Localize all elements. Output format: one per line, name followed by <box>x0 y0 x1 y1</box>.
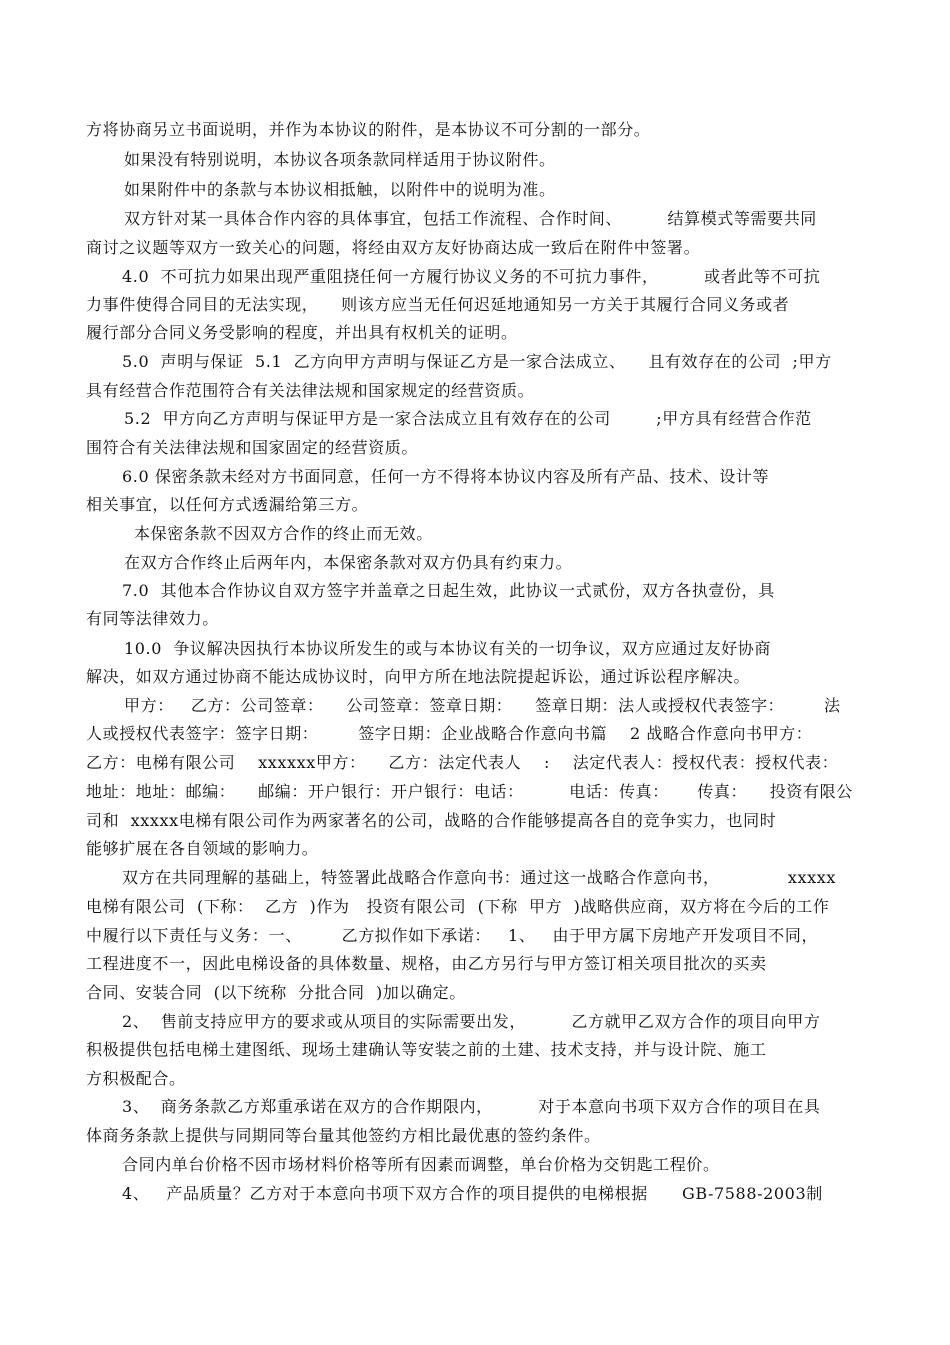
text-line: 10.0 争议解决因执行本协议所发生的或与本协议有关的一切争议，双方应通过友好协商 <box>124 639 771 658</box>
text-line: 方将协商另立书面说明，并作为本协议的附件，是本协议不可分割的一部分。 <box>86 120 651 139</box>
text-line: 中履行以下责任与义务：一、 乙方拟作如下承诺： 1、 由于甲方属下房地产开发项目不同， <box>86 926 819 945</box>
text-line: 商讨之议题等双方一致关心的问题，将经由双方友好协商达成一致后在附件中签署。 <box>86 238 701 257</box>
text-line: 4、 产品质量？乙方对于本意向书项下双方合作的项目提供的电梯根据 GB-7588-2003制 <box>122 1184 823 1203</box>
text-line: 甲方： 乙方：公司签章： 公司签章：签章日期： 签章日期：法人或授权代表签字： 法 <box>124 696 841 715</box>
text-line: 力事件使得合同目的无法实现， 则该方应当无任何迟延地通知另一方关于其履行合同义务或者 <box>86 295 790 314</box>
text-line: 5.0 声明与保证 5.1 乙方向甲方声明与保证乙方是一家合法成立、 且有效存在的公司 ;甲方 <box>122 352 832 371</box>
text-line: 如果没有特别说明，本协议各项条款同样适用于协议附件。 <box>124 150 556 169</box>
text-line: 电梯有限公司 (下称： 乙方 )作为 投资有限公司 (下称 甲方 )战略供应商，双方将在今后的工作 <box>86 897 830 916</box>
text-line: 体商务条款上提供与同期同等台量其他签约方相比最优惠的签约条件。 <box>86 1126 601 1145</box>
text-line: 本保密条款不因双方合作的终止而无效。 <box>134 524 433 543</box>
text-line: 乙方：电梯有限公司 xxxxxx甲方： 乙方：法定代表人 : 法定代表人：授权代表：授权代表： <box>86 753 839 772</box>
text-line: 如果附件中的条款与本协议相抵触，以附件中的说明为准。 <box>124 180 556 199</box>
text-line: 工程进度不一，因此电梯设备的具体数量、规格，由乙方另行与甲方签订相关项目批次的买卖 <box>86 954 767 973</box>
text-line: 有同等法律效力。 <box>86 609 219 628</box>
text-line: 地址：地址：邮编： 邮编：开户银行：开户银行：电话： 电话：传真： 传真： 投资有限公 <box>86 782 853 801</box>
text-line: 3、 商务条款乙方郑重承诺在双方的合作期限内， 对于本意向书项下双方合作的项目在具 <box>122 1097 821 1116</box>
text-line: 方积极配合。 <box>86 1069 186 1088</box>
text-line: 解决，如双方通过协商不能达成协议时，向甲方所在地法院提起诉讼，通过诉讼程序解决。 <box>86 667 751 686</box>
text-line: 合同内单台价格不因市场材料价格等所有因素而调整，单台价格为交钥匙工程价。 <box>122 1155 720 1174</box>
text-line: 双方在共同理解的基础上，特签署此战略合作意向书：通过这一战略合作意向书， xxxxx <box>122 868 836 887</box>
text-line: 4.0 不可抗力如果出现严重阻挠任何一方履行协议义务的不可抗力事件， 或者此等不可抗 <box>122 267 821 286</box>
text-line: 7.0 其他本合作协议自双方签字并盖章之日起生效，此协议一式贰份，双方各执壹份，具 <box>122 581 775 600</box>
text-line: 人或授权代表签字：签字日期： 签字日期：企业战略合作意向书篇 2 战略合作意向书甲方： <box>86 724 813 743</box>
text-line: 合同、安装合同 (以下统称 分批合同 )加以确定。 <box>86 983 466 1002</box>
text-line: 5.2 甲方向乙方声明与保证甲方是一家合法成立且有效存在的公司 ;甲方具有经营合作范 <box>124 409 812 428</box>
text-line: 积极提供包括电梯土建图纸、现场土建确认等安装之前的土建、技术支持，并与设计院、施工 <box>86 1040 767 1059</box>
text-line: 围符合有关法律法规和国家固定的经营资质。 <box>86 438 419 457</box>
text-line: 司和 xxxxx电梯有限公司作为两家著名的公司，战略的合作能够提高各自的竞争实力，也同时 <box>86 811 777 830</box>
text-line: 2、 售前支持应甲方的要求或从项目的实际需要出发， 乙方就甲乙双方合作的项目向甲方 <box>122 1012 821 1031</box>
text-line: 履行部分合同义务受影响的程度，并出具有权机关的证明。 <box>86 323 518 342</box>
text-line: 相关事宜，以任何方式透漏给第三方。 <box>86 495 369 514</box>
text-line: 具有经营合作范围符合有关法律法规和国家规定的经营资质。 <box>86 381 535 400</box>
text-line: 双方针对某一具体合作内容的具体事宜，包括工作流程、合作时间、 结算模式等需要共同 <box>124 209 817 228</box>
text-line: 6.0 保密条款未经对方书面同意，任何一方不得将本协议内容及所有产品、技术、设计等 <box>122 467 770 486</box>
text-line: 在双方合作终止后两年内，本保密条款对双方仍具有约束力。 <box>124 553 573 572</box>
text-line: 能够扩展在各自领域的影响力。 <box>86 839 319 858</box>
